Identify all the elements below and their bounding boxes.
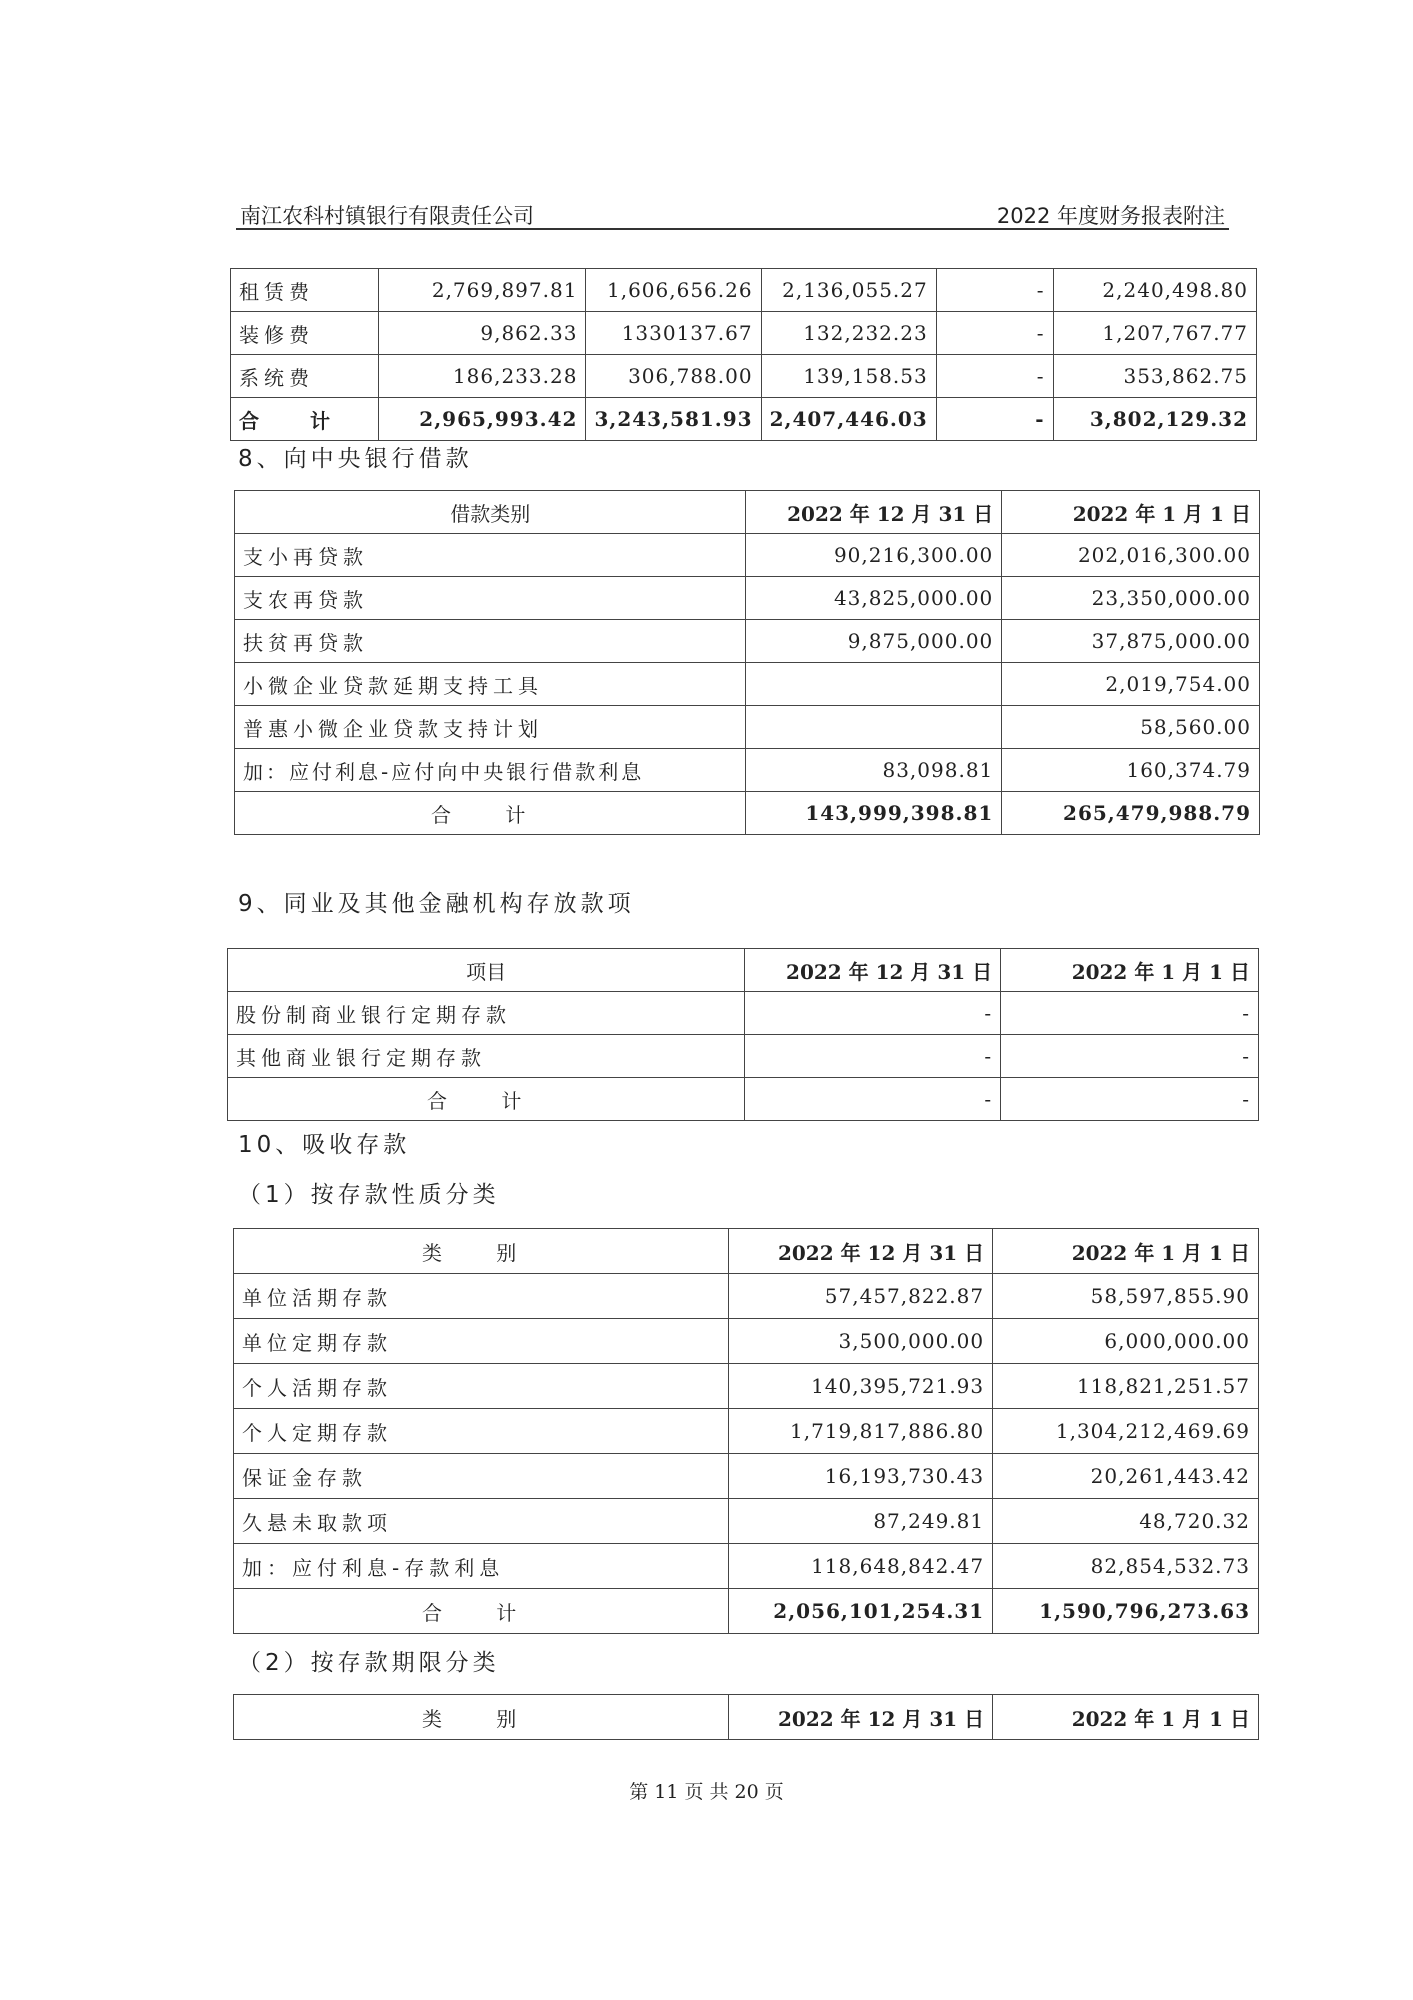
expense-table xyxy=(230,268,1257,441)
cell-value: 2,136,055.27 xyxy=(761,269,936,312)
cell-value: 43,825,000.00 xyxy=(746,577,1002,620)
row-label: 单位定期存款 xyxy=(234,1319,729,1364)
row-label: 支农再贷款 xyxy=(235,577,746,620)
section-10-title: 10、吸收存款 xyxy=(238,1132,411,1158)
table-row xyxy=(235,620,1260,663)
total-row xyxy=(231,398,1257,441)
cell-value: 87,249.81 xyxy=(729,1499,993,1544)
cell-value: - xyxy=(745,1035,1001,1078)
cell-value: 16,193,730.43 xyxy=(729,1454,993,1499)
table-row xyxy=(228,992,1259,1035)
header-rule xyxy=(236,228,1229,230)
column-header: 类 别 xyxy=(234,1695,729,1740)
table-row xyxy=(234,1274,1259,1319)
row-label: 扶贫再贷款 xyxy=(235,620,746,663)
cell-value: 9,875,000.00 xyxy=(746,620,1002,663)
row-label: 系统费 xyxy=(231,355,379,398)
row-label: 装修费 xyxy=(231,312,379,355)
row-label: 股份制商业银行定期存款 xyxy=(228,992,745,1035)
cell-value: 37,875,000.00 xyxy=(1002,620,1260,663)
row-label: 单位活期存款 xyxy=(234,1274,729,1319)
deposits-by-type-table xyxy=(233,1228,1259,1634)
cell-value: 202,016,300.00 xyxy=(1002,534,1260,577)
cell-value xyxy=(746,706,1002,749)
cell-value: 2,019,754.00 xyxy=(1002,663,1260,706)
table-row xyxy=(235,534,1260,577)
cell-value: 2,240,498.80 xyxy=(1053,269,1256,312)
row-label: 久悬未取款项 xyxy=(234,1499,729,1544)
row-label: 加：应付利息-存款利息 xyxy=(234,1544,729,1589)
cell-value: 3,500,000.00 xyxy=(729,1319,993,1364)
table-header xyxy=(235,491,1260,534)
column-header: 2022 年 12 月 31 日 xyxy=(746,491,1002,534)
total-value: 143,999,398.81 xyxy=(746,792,1002,835)
row-label: 普惠小微企业贷款支持计划 xyxy=(235,706,746,749)
table-row xyxy=(234,1364,1259,1409)
table-row xyxy=(235,577,1260,620)
row-label: 小微企业贷款延期支持工具 xyxy=(235,663,746,706)
total-row xyxy=(235,792,1260,835)
table-row xyxy=(234,1499,1259,1544)
company-name: 南江农科村镇银行有限责任公司 xyxy=(240,204,534,228)
section-10-sub1: （1）按存款性质分类 xyxy=(238,1182,500,1208)
total-label: 合 计 xyxy=(231,398,379,441)
table-header xyxy=(228,949,1259,992)
total-value: 2,407,446.03 xyxy=(761,398,936,441)
cell-value: 6,000,000.00 xyxy=(993,1319,1259,1364)
table-row xyxy=(231,269,1257,312)
table-row xyxy=(235,663,1260,706)
table-row xyxy=(231,312,1257,355)
section-10-sub2: （2）按存款期限分类 xyxy=(238,1650,500,1676)
cell-value: - xyxy=(936,312,1053,355)
report-title: 2022 年度财务报表附注 xyxy=(996,204,1225,228)
table-row xyxy=(231,355,1257,398)
column-header: 2022 年 12 月 31 日 xyxy=(729,1229,993,1274)
deposits-by-term-table xyxy=(233,1694,1259,1740)
cell-value: 83,098.81 xyxy=(746,749,1002,792)
total-value: - xyxy=(745,1078,1001,1121)
cell-value: 20,261,443.42 xyxy=(993,1454,1259,1499)
cell-value: 58,560.00 xyxy=(1002,706,1260,749)
column-header: 类 别 xyxy=(234,1229,729,1274)
row-label: 其他商业银行定期存款 xyxy=(228,1035,745,1078)
cell-value: 2,769,897.81 xyxy=(379,269,586,312)
total-value: - xyxy=(1001,1078,1259,1121)
cell-value: 160,374.79 xyxy=(1002,749,1260,792)
table-row xyxy=(234,1319,1259,1364)
cell-value: - xyxy=(936,355,1053,398)
cell-value: 9,862.33 xyxy=(379,312,586,355)
column-header: 借款类别 xyxy=(235,491,746,534)
total-label: 合 计 xyxy=(228,1078,745,1121)
row-label: 加：应付利息-应付向中央银行借款利息 xyxy=(235,749,746,792)
cell-value: 23,350,000.00 xyxy=(1002,577,1260,620)
cell-value: 57,457,822.87 xyxy=(729,1274,993,1319)
total-value: 2,965,993.42 xyxy=(379,398,586,441)
cell-value: 58,597,855.90 xyxy=(993,1274,1259,1319)
cell-value: 139,158.53 xyxy=(761,355,936,398)
cell-value: 48,720.32 xyxy=(993,1499,1259,1544)
cell-value: 90,216,300.00 xyxy=(746,534,1002,577)
column-header: 2022 年 12 月 31 日 xyxy=(745,949,1001,992)
cell-value: 306,788.00 xyxy=(586,355,761,398)
cell-value: 132,232.23 xyxy=(761,312,936,355)
table-row xyxy=(234,1409,1259,1454)
cell-value: 353,862.75 xyxy=(1053,355,1256,398)
table-row xyxy=(234,1544,1259,1589)
cell-value: 1330137.67 xyxy=(586,312,761,355)
cell-value: 82,854,532.73 xyxy=(993,1544,1259,1589)
cell-value: 140,395,721.93 xyxy=(729,1364,993,1409)
page-number: 第 11 页 共 20 页 xyxy=(629,1781,784,1803)
cell-value: 186,233.28 xyxy=(379,355,586,398)
column-header: 项目 xyxy=(228,949,745,992)
table-row xyxy=(234,1454,1259,1499)
cell-value: - xyxy=(745,992,1001,1035)
total-value: - xyxy=(936,398,1053,441)
total-value: 3,802,129.32 xyxy=(1053,398,1256,441)
column-header: 2022 年 1 月 1 日 xyxy=(993,1229,1259,1274)
total-value: 265,479,988.79 xyxy=(1002,792,1260,835)
row-label: 个人定期存款 xyxy=(234,1409,729,1454)
total-label: 合 计 xyxy=(235,792,746,835)
cell-value: 118,648,842.47 xyxy=(729,1544,993,1589)
row-label: 租赁费 xyxy=(231,269,379,312)
table-header xyxy=(234,1229,1259,1274)
central-bank-borrowing-table xyxy=(234,490,1260,835)
cell-value: - xyxy=(1001,1035,1259,1078)
cell-value: - xyxy=(936,269,1053,312)
row-label: 个人活期存款 xyxy=(234,1364,729,1409)
total-value: 3,243,581.93 xyxy=(586,398,761,441)
row-label: 支小再贷款 xyxy=(235,534,746,577)
cell-value: 118,821,251.57 xyxy=(993,1364,1259,1409)
table-header xyxy=(234,1695,1259,1740)
column-header: 2022 年 12 月 31 日 xyxy=(729,1695,993,1740)
row-label: 保证金存款 xyxy=(234,1454,729,1499)
column-header: 2022 年 1 月 1 日 xyxy=(1001,949,1259,992)
total-value: 2,056,101,254.31 xyxy=(729,1589,993,1634)
total-row xyxy=(234,1589,1259,1634)
cell-value xyxy=(746,663,1002,706)
cell-value: 1,304,212,469.69 xyxy=(993,1409,1259,1454)
cell-value: 1,606,656.26 xyxy=(586,269,761,312)
column-header: 2022 年 1 月 1 日 xyxy=(993,1695,1259,1740)
table-row xyxy=(228,1035,1259,1078)
cell-value: - xyxy=(1001,992,1259,1035)
section-9-title: 9、同业及其他金融机构存放款项 xyxy=(238,891,635,917)
total-row xyxy=(228,1078,1259,1121)
cell-value: 1,207,767.77 xyxy=(1053,312,1256,355)
total-value: 1,590,796,273.63 xyxy=(993,1589,1259,1634)
column-header: 2022 年 1 月 1 日 xyxy=(1002,491,1260,534)
table-row xyxy=(235,749,1260,792)
cell-value: 1,719,817,886.80 xyxy=(729,1409,993,1454)
section-8-title: 8、向中央银行借款 xyxy=(238,446,473,472)
table-row xyxy=(235,706,1260,749)
total-label: 合 计 xyxy=(234,1589,729,1634)
interbank-deposits-table xyxy=(227,948,1259,1121)
